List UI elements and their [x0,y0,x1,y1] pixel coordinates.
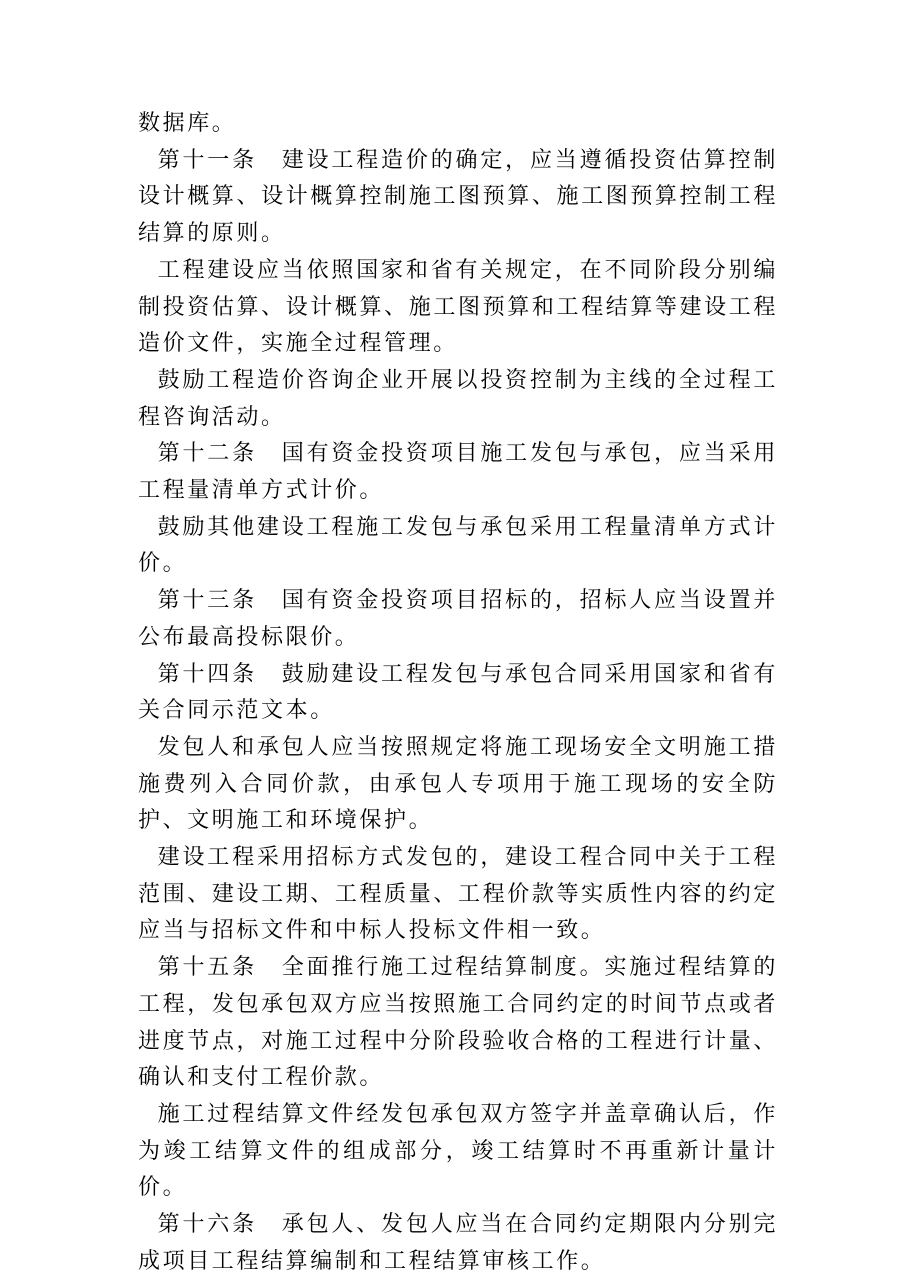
paragraph-article-15: 第十五条 全面推行施工过程结算制度。实施过程结算的工程，发包承包双方应当按照施工合同约定的时间节点或者进度节点，对施工过程中分阶段验收合格的工程进行计量、确认和支付工程价款。 [138,955,778,1091]
paragraph-tender-consistency: 建设工程采用招标方式发包的，建设工程合同中关于工程范围、建设工期、工程质量、工程价款等实质性内容的约定应当与招标文件和中标人投标文件相一致。 [138,845,778,944]
paragraph-article-14: 第十四条 鼓励建设工程发包与承包合同采用国家和省有关合同示范文本。 [138,661,778,724]
paragraph-article-11: 第十一条 建设工程造价的确定，应当遵循投资估算控制设计概算、设计概算控制施工图预算、施工图预算控制工程结算的原则。 [138,147,778,247]
document-body [138,106,778,1281]
paragraph-cost-documents: 工程建设应当依照国家和省有关规定，在不同阶段分别编制投资估算、设计概算、施工图预算和工程结算等建设工程造价文件，实施全过程管理。 [138,257,778,357]
paragraph-process-settlement: 施工过程结算文件经发包承包双方签字并盖章确认后，作为竣工结算文件的组成部分，竣工结算时不再重新计量计价。 [138,1101,778,1201]
paragraph-bill-of-quantities: 鼓励其他建设工程施工发包与承包采用工程量清单方式计价。 [138,514,778,577]
paragraph-safety-fees: 发包人和承包人应当按照规定将施工现场安全文明施工措施费列入合同价款，由承包人专项用于施工现场的安全防护、文明施工和环境保护。 [138,734,778,834]
paragraph-article-13: 第十三条 国有资金投资项目招标的，招标人应当设置并公布最高投标限价。 [138,588,778,650]
paragraph-consulting: 鼓励工程造价咨询企业开展以投资控制为主线的全过程工程咨询活动。 [138,367,778,430]
paragraph-article-16: 第十六条 承包人、发包人应当在合同约定期限内分别完成项目工程结算编制和工程结算审核工作。 [138,1212,778,1274]
paragraph-continuation: 数据库。 [138,111,237,136]
paragraph-article-12: 第十二条 国有资金投资项目施工发包与承包，应当采用工程量清单方式计价。 [138,441,778,504]
